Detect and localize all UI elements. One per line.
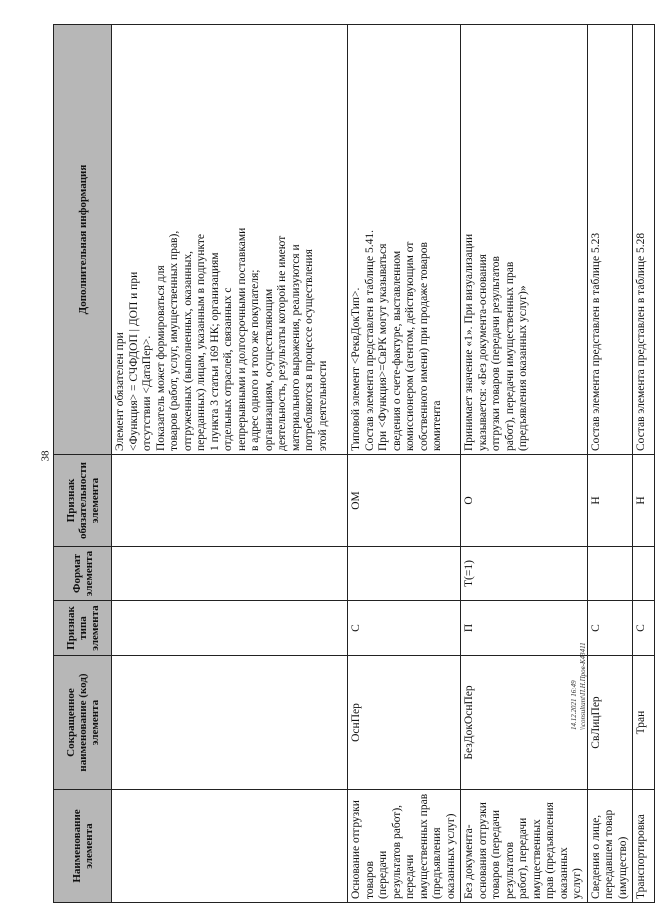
cell-line: прав (предъявления оказанных xyxy=(544,802,570,899)
cell-line: 1 пункта 3 статьи 169 НК; организациям xyxy=(208,252,221,451)
cell-format xyxy=(587,547,633,601)
cell-code: СвЛицПер xyxy=(587,656,633,790)
cell-line: комиссионером (агентом, действующим от xyxy=(404,241,416,451)
cell-line: отгруженных (выполненных, оказанных, xyxy=(181,251,194,451)
cell-code xyxy=(112,656,348,790)
header-required: Признак обязательности элемента xyxy=(54,455,112,547)
cell-required: О xyxy=(461,455,588,547)
page-number: 38 xyxy=(39,450,52,462)
cell-line: Состав элемента представлен в таблице 5.28 xyxy=(635,232,647,451)
cell-line: Сведения о лице, передавшем товар xyxy=(589,809,615,899)
cell-line: Основание отгрузки товаров xyxy=(350,800,376,899)
cell-code: БезДокОснПер xyxy=(461,656,588,790)
cell-type: С xyxy=(633,601,655,656)
cell-required: Н xyxy=(633,455,655,547)
cell-line: непрерывными и долгосрочными поставками xyxy=(235,227,248,451)
cell-format xyxy=(633,547,655,601)
cell-format xyxy=(348,547,461,601)
cell-line: переданных) лицам, указанным в подпункте xyxy=(195,233,207,451)
cell-line: услуг) xyxy=(571,868,583,899)
elements-table xyxy=(53,24,655,903)
cell-line: Без документа-основания отгрузки xyxy=(463,802,489,899)
table-row xyxy=(633,25,655,903)
cell-line: отсутствии <ДатаПер>. xyxy=(141,335,153,451)
cell-line: отгрузки товаров (передачи результатов xyxy=(490,256,502,451)
cell-line: Принимает значение «1». При визуализации xyxy=(463,233,475,451)
cell-line: работ), передачи имущественных xyxy=(517,817,543,899)
cell-name xyxy=(348,790,461,903)
cell-line: передачи имущественных прав xyxy=(404,793,430,899)
table-row xyxy=(112,25,348,903)
table-row xyxy=(587,25,633,903)
cell-name xyxy=(587,790,633,903)
cell-line: Показатель может формироваться для xyxy=(154,265,167,451)
cell-line: При <Функция>=СвРК могут указываться xyxy=(377,243,389,451)
cell-line: (имущество) xyxy=(616,836,629,899)
cell-line: Состав элемента представлен в таблице 5.41. xyxy=(363,229,376,451)
cell-line: в адрес одного и того же покупателя; xyxy=(249,269,261,451)
cell-line: Транспортировка xyxy=(635,814,647,899)
header-info: Дополнительная информация xyxy=(54,25,112,455)
cell-name xyxy=(461,790,588,903)
cell-line: деятельность, результаты которой не имеют xyxy=(276,235,288,451)
table-header-row xyxy=(54,25,112,903)
cell-line: Состав элемента представлен в таблице 5.23 xyxy=(589,232,602,451)
cell-line: организациям, осуществляющим xyxy=(262,288,275,451)
cell-line: собственного имени) при продаже товаров xyxy=(417,242,430,451)
cell-line: <Функция> = СЧФДОП | ДОП и при xyxy=(127,271,140,451)
cell-line: (передачи результатов работ), xyxy=(377,804,403,899)
cell-line: товаров (работ, услуг, имущественных прав), xyxy=(168,230,180,451)
table-body xyxy=(112,25,655,903)
cell-line: (предъявления оказанных услуг)» xyxy=(517,285,529,451)
cell-format xyxy=(112,547,348,601)
cell-format: T(=1) xyxy=(461,547,588,601)
cell-name xyxy=(633,790,655,903)
cell-line: потребляются в процессе осуществления xyxy=(303,249,315,451)
cell-line: сведения о счете-фактуре, выставленном xyxy=(390,250,403,451)
cell-type: С xyxy=(348,601,461,656)
cell-line: (предъявления оказанных услуг) xyxy=(431,813,457,899)
cell-info xyxy=(587,25,633,455)
cell-line: указывается: «Без документа-основания xyxy=(476,254,489,451)
cell-name xyxy=(112,790,348,903)
cell-line: этой деятельности xyxy=(316,360,329,451)
cell-required: ОМ xyxy=(348,455,461,547)
cell-info xyxy=(348,25,461,455)
table-row xyxy=(461,25,588,903)
cell-line: материального выражения, реализуются и xyxy=(289,244,302,451)
cell-line: комитента xyxy=(431,400,443,451)
cell-code: Тран xyxy=(633,656,655,790)
header-format: Формат элемента xyxy=(54,547,112,601)
header-type: Признак типа элемента xyxy=(54,601,112,656)
cell-required: Н xyxy=(587,455,633,547)
header-name: Наименование элемента xyxy=(54,790,112,903)
cell-line: Типовой элемент <РеквДокТип>. xyxy=(350,287,362,451)
cell-line: товаров (передачи результатов xyxy=(490,809,516,899)
cell-info xyxy=(112,25,348,455)
cell-line: работ), передачи имущественных прав xyxy=(503,261,516,451)
header-code: Сокращенное наименование (код) элемента xyxy=(54,656,112,790)
cell-required xyxy=(112,455,348,547)
cell-line: Элемент обязателен при xyxy=(114,332,126,451)
cell-type: С xyxy=(587,601,633,656)
cell-info xyxy=(633,25,655,455)
footer-path: \\consultant\П.Н.Пров-К43411 xyxy=(579,642,587,730)
footer-timestamp: 14.12.2021 16:49 xyxy=(570,680,578,730)
cell-info xyxy=(461,25,588,455)
cell-type xyxy=(112,601,348,656)
table-row xyxy=(348,25,461,903)
cell-type: П xyxy=(461,601,588,656)
cell-code: ОснПер xyxy=(348,656,461,790)
cell-line: отдельных отраслей, связанных с xyxy=(222,287,234,451)
